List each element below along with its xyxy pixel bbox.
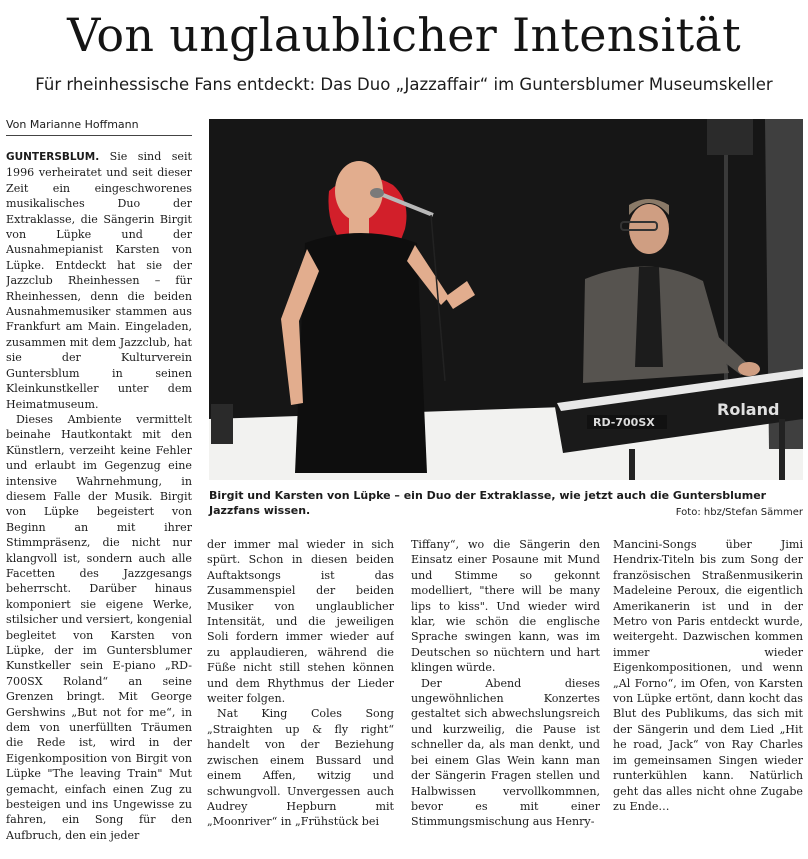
- article-paragraph: Tiffany“, wo die Sängerin den Einsatz einer Posaune mit Mund und Stimme so gekonnt modelliert, "there will be many lips to kiss". Und wieder wird klar, wie schön die englische Sprache swingen kann, was im Deutschen so nüchtern und hart klingen würde.: [411, 538, 600, 675]
- article-column-2: [207, 537, 394, 855]
- article-column-4: [613, 537, 803, 855]
- keyboard-brand-label: Roland: [717, 400, 780, 419]
- article-column-3: [411, 537, 600, 855]
- photo-caption: Birgit und Karsten von Lüpke – ein Duo der Extraklasse, wie jetzt auch die Guntersblumer Jazzfans wissen.: [209, 489, 767, 517]
- byline: Von Marianne Hoffmann: [6, 117, 192, 136]
- concert-photo-illustration: [209, 119, 803, 480]
- keyboard-model-label: RD-700SX: [593, 416, 655, 429]
- article-paragraph: Der Abend dieses ungewöhnlichen Konzertes gestaltet sich abwechslungsreich und kurzweilig, die Pause ist schneller da, als man denkt, und bei einem Glas Wein kann man der Sängerin Fragen stellen und Halbwissen vervollkommnen, bevor es mit einer Stimmungsmischung aus Henry-: [411, 676, 600, 829]
- article-paragraph: [6, 149, 192, 412]
- subheadline: Für rheinhessische Fans entdeckt: Das Duo „Jazzaffair“ im Guntersblumer Museumskeller: [35, 75, 773, 94]
- headline: Von unglaublicher Intensität: [67, 8, 741, 62]
- paragraph-text: Sie sind seit 1996 verheiratet und seit dieser Zeit ein eingeschworenes musikalisches Duo der Extraklasse, die Sängerin Birgit von Lüpke und der Ausnahmepianist Karsten von Lüpke. Entdeckt hat sie der Jazzclub Rheinhessen – für Rheinhessen, denn die beiden Ausnahmemusiker stammen aus Frankfurt am Main. Eingeladen, zusammen mit dem Jazzclub, hat sie der Kulturverein Guntersblum in seinen Kleinkunstkeller unter dem Heimatmuseum.: [6, 150, 192, 411]
- article-paragraph: der immer mal wieder in sich spürt. Schon in diesen beiden Auftaktsongs ist das Zusammenspiel der beiden Musiker von unglaublicher Intensität, und die jeweiligen Soli fordern immer wieder auf zu applaudieren, während die Füße nicht still stehen können und dem Rhythmus der Lieder weiter folgen.: [207, 538, 394, 706]
- dateline: GUNTERSBLUM.: [6, 151, 100, 163]
- article-paragraph: Nat King Coles Song „Straighten up & fly right“ handelt von der Beziehung zwischen einem Bussard und einem Affen, witzig und schwungvoll. Unvergessen auch Audrey Hepburn mit „Moonriver“ in „Frühstück bei: [207, 707, 394, 829]
- article-paragraph: Mancini-Songs über Jimi Hendrix-Titeln bis zum Song der französischen Straßenmusikerin Madeleine Peroux, die eigentlich Amerikanerin ist und in der Metro von Paris entdeckt wurde, weitergeht. Dazwischen kommen immer wieder Eigenkompositionen, und wenn „Al Forno“, im Ofen, von Karsten von Lüpke ertönt, dann kocht das Blut des Publikums, das sich mit der Sängerin und dem Lied „Hit he road, Jack“ von Ray Charles im gemeinsamen Singen wieder runterkühlen kann. Natürlich geht das alles nicht ohne Zugabe zu Ende…: [613, 538, 803, 813]
- article-paragraph: Dieses Ambiente vermittelt beinahe Hautkontakt mit den Künstlern, verzeiht keine Fehler und erlaubt im Gegenzug eine intensive Wahrnehmung, in diesem Falle der Musik. Birgit von Lüpke begeistert von Beginn an mit ihrer Stimmpräsenz, die nicht nur klangvoll ist, sondern auch alle Facetten des Jazzgesangs beherrscht. Darüber hinaus komponiert sie eigene Werke, stilsicher und versiert, kongenial begleitet von Karsten von Lüpke, der im Guntersblumer Kunstkeller sein E-piano „RD-700SX Roland“ an seine Grenzen bringt. Mit George Gershwins „But not for me“, in dem von unerfüllten Träumen die Rede ist, wird in der Eigenkomposition von Birgit von Lüpke "The leaving Train" Mut gemacht, einfach einen Zug zu besteigen und ins Ungewisse zu fahren, ein Song für den Aufbruch, den ein jeder: [6, 412, 192, 842]
- article-column-1: [6, 149, 192, 855]
- photo-credit: Foto: hbz/Stefan Sämmer: [675, 507, 803, 518]
- concert-photo: [209, 119, 803, 480]
